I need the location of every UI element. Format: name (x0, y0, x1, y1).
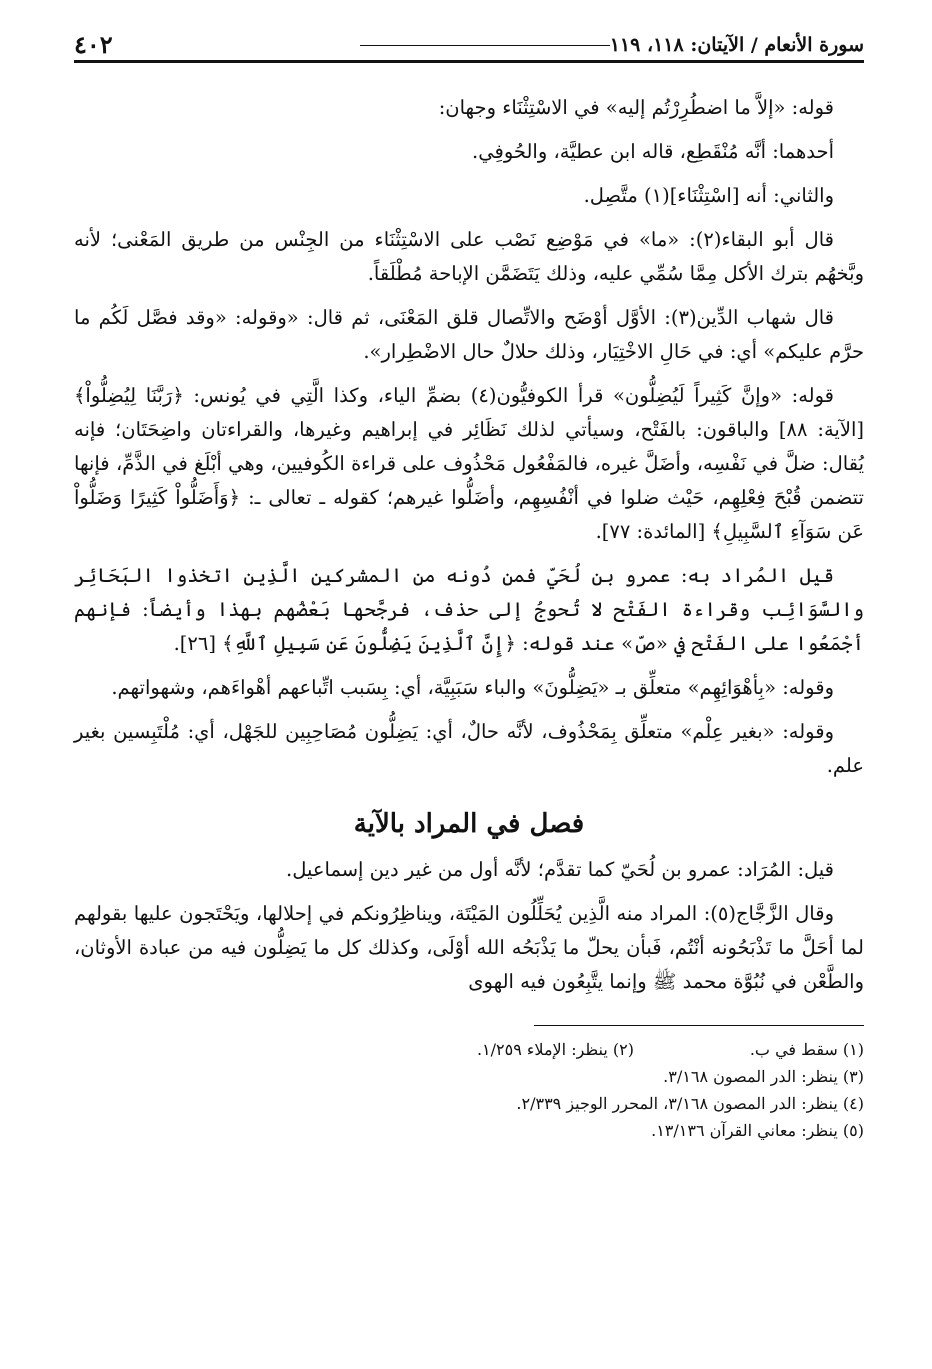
paragraph: أحدهما: أنَّه مُنْقَطِع، قاله ابن عطيَّة، والحُوفِي. (472, 140, 834, 163)
footnote-5: (٥) ينظر: معاني القرآن ١٣/١٣٦. (651, 1121, 864, 1140)
footnote-row (74, 1036, 864, 1063)
footnote-3: (٣) ينظر: الدر المصون ٣/١٦٨. (663, 1067, 864, 1086)
paragraph: وقوله: «بِأهْوَائِهِم» متعلِّق بـ «يَضِلُّونَ» والباء سَبَبِيَّة، أي: بِسَبب اتِّباعهم أهْواءَهم، وشهواتهم. (111, 676, 834, 699)
book-page (74, 26, 864, 1346)
paragraph: قال شهاب الدِّين(٣): الأوَّل أوْضَح والاتِّصال قلق المَعْنَى، ثم قال: «وقوله: «وقد فصَّل لَكُم ما حرَّم عليكم» أي: في حَالِ الاخْتِيَار، وذلك حلالٌ حال الاضْطِرار». (74, 306, 864, 363)
page-header (74, 26, 864, 63)
paragraph: قيل: المُرَاد: عمرو بن لُحَيّ كما تقدَّم؛ لأنَّه أول من غير دين إسماعيل. (286, 858, 834, 881)
main-text (74, 91, 864, 999)
footnote-1: (١) سقط في ب. (749, 1040, 864, 1059)
paragraph: وقوله: «بغير عِلْم» متعلِّق بِمَحْذُوف، لأنَّه حالٌ، أي: يَضِلُّون مُصَاحِبِين للجَهْل، أي: مُلْتَبِسين بغير علم. (74, 720, 864, 777)
footnote-rule (534, 1025, 864, 1026)
section-heading: فصل في المراد بالآية (353, 809, 585, 839)
running-title: سورة الأنعام / الآيتان: ١١٨، ١١٩ (609, 34, 864, 56)
running-title-block (348, 30, 864, 60)
page-number: ٤٠٢ (74, 30, 113, 59)
footnote-4: (٤) ينظر: الدر المصون ٣/١٦٨، المحرر الوجيز ٢/٣٣٩. (516, 1094, 864, 1113)
paragraph: قوله: «وإنَّ كَثِيراً لَيُضِلُّون» قرأ الكوفيُّون(٤) بضمِّ الياء، وكذا الَّتِي في يُونس: ﴿رَبَّنَا لِيُضِلُّواْ﴾ [الآية: ٨٨] والباقون: بالفَتْح، وسيأتي لذلك نَظَائِر في إبراهيم وغيرها، والقراءتان واضِحَتَان؛ فإنه يُقال: ضلَّ في نَفْسِه، وأضَلَّ غيره، فالمَفْعُول مَحْذُوف على قراءة الكُوفيين، وهي أبْلَغ في الذَّمِّ، فإنها تتضمن قُبْحَ فِعْلِهِم، حَيْث ضلوا في أنْفُسِهِم، وأضَلُّوا غيرهم؛ كقوله ـ تعالى ـ: ﴿وَأَضَلُّواْ كَثِيرًا وَضَلُّواْ عَن سَوَآءِ ٱلسَّبِيلِ﴾ [المائدة: ٧٧]. (74, 384, 864, 543)
header-rule (360, 45, 610, 46)
paragraph: والثاني: أنه [اسْتِثْنَاء](١) متَّصِل. (583, 184, 834, 207)
footnote-2: (٢) ينظر: الإملاء ١/٢٥٩. (476, 1040, 634, 1059)
paragraph: قوله: «إلاَّ ما اضطُرِرْتُم إليه» في الاسْتِثْنَاء وجهان: (438, 96, 834, 119)
footnotes (74, 1036, 864, 1144)
paragraph: قيل المُراد به: عمرو بن لُحَيّ فمن دُونه من المشركين الَّذِين اتخذوا البَحَائِر والسَّوَائِب وقراءة الفَتْح لا تُحوجُ إلى حذف، فرجَّحها بَعْضُهم بهذا وأيضاً: فإنهم أجْمَعُوا على الفَتْح في «صّ» عند قوله: ﴿إِنَّ ٱلَّذِينَ يَضِلُّونَ عَن سَبِيلِ ٱللَّهِ﴾ [٢٦]. (74, 564, 864, 655)
paragraph: قال أبو البقاء(٢): «ما» في مَوْضِع نَصْب على الاسْتِثْنَاء من الجِنْس من طريق المَعْنى؛ لأنه وبَّخهُم بترك الأكل مِمَّا سُمِّي عليه، وذلك يَتَضَمَّن الإباحة مُطْلَقاً. (74, 228, 864, 285)
paragraph: وقال الزَّجَّاج(٥): المراد منه الَّذِين يُحَلِّلُون المَيْتَة، ويناظِرُونكم في إحلالها، ويَحْتَجون عليها بقولهم لما أحَلَّ ما تَذْبَحُونه أنْتُم، فَبأن يحلّ ما يَذْبَحُه الله أوْلَى، وكذلك كل ما يَضِلُّون فيه من عبادة الأوثان، والطَّعْن في نُبُوَّة محمد ﷺ وإنما يتَّبِعُون فيه الهوى (74, 902, 864, 993)
